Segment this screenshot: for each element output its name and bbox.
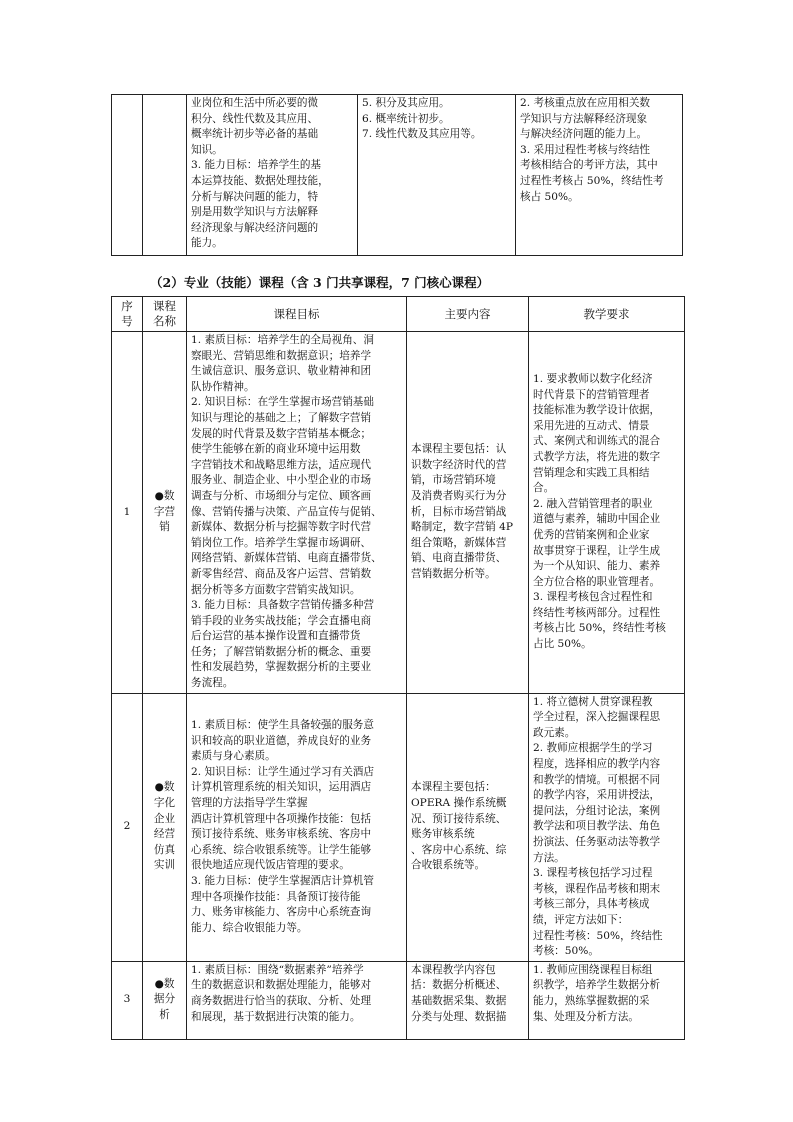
text-line: 学全过程，深入挖掘课程思 bbox=[533, 711, 661, 724]
text-line: 基础数据采集、数据 bbox=[411, 994, 507, 1007]
text-line: 像、营销传播与决策、产品宣传与促销、 bbox=[191, 505, 382, 518]
text-line: 全方位合格的职业管理者。 bbox=[533, 575, 661, 588]
text-line: 时代背景下的营销管理者 bbox=[533, 388, 650, 401]
header-teaching-req: 教学要求 bbox=[529, 297, 685, 332]
text-line: 实训 bbox=[153, 859, 176, 872]
text-line: 3. 课程考核包含过程性和 bbox=[533, 591, 653, 604]
text-line: 识数字经济时代的营 bbox=[411, 458, 507, 471]
text-line: 学知识与方法解释经济现象 bbox=[520, 112, 648, 125]
text-line: 况、预订接待系统、 bbox=[411, 812, 507, 825]
header-course-name: 课程名称 bbox=[143, 297, 187, 332]
text-line: 管理的方法指导学生掌握 bbox=[191, 797, 308, 810]
section-title: （2）专业（技能）课程（含 3 门共享课程，7 门核心课程） bbox=[150, 275, 490, 290]
text-line: 考核：50%。 bbox=[533, 945, 599, 958]
text-line: 为一个从知识、能力、素养 bbox=[533, 560, 661, 573]
text-line: 和教学的情境。可根据不同 bbox=[533, 773, 661, 786]
text-line: 过程性考核：50%，终结性 bbox=[533, 929, 663, 942]
teaching-req-cell bbox=[529, 332, 685, 694]
text-line: 心系统、综合收银系统等。让学生能够 bbox=[191, 843, 372, 856]
text-line: 据分 bbox=[153, 993, 176, 1006]
text-line: 略制定，数字营销 4P bbox=[411, 521, 513, 534]
text-line: 道德与素养，辅助中国企业 bbox=[533, 513, 661, 526]
text-line: 提问法，分组讨论法，案例 bbox=[533, 804, 661, 817]
course-goal-cell bbox=[187, 693, 407, 961]
text-line: 2. 考核重点放在应用相关数 bbox=[520, 97, 651, 109]
text-line: 酒店计算机管理中各项操作技能：包括 bbox=[191, 812, 372, 825]
text-line: 字营销技术和战略思维方法，适应现代 bbox=[191, 458, 372, 471]
text-line: 识和较高的职业道德，养成良好的业务 bbox=[191, 734, 372, 747]
text-line: 预订接待系统、账务审核系统、客房中 bbox=[191, 828, 372, 841]
text-line: 3. 采用过程性考核与终结性 bbox=[520, 143, 651, 156]
text-line: 网络营销、新媒体营销、电商直播带货、 bbox=[191, 552, 382, 565]
text-line: 字营 bbox=[153, 505, 176, 518]
seq-cell: 2 bbox=[112, 693, 143, 961]
text-line: 字化 bbox=[153, 797, 176, 810]
text-line: 及消费者购买行为分 bbox=[411, 489, 507, 502]
text-line: 1. 将立德树人贯穿课程教 bbox=[533, 695, 653, 708]
text-line: 合。 bbox=[533, 482, 555, 495]
text-line: 销、电商直播带货、 bbox=[411, 552, 507, 565]
text-line: ●数 bbox=[154, 489, 175, 502]
text-line: 方法。 bbox=[533, 851, 565, 864]
text-line: 与解决经济问题的能力上。 bbox=[520, 128, 648, 141]
text-line: 1. 素质目标：使学生具备较强的服务意 bbox=[191, 719, 374, 732]
course-name-cell bbox=[143, 961, 187, 1039]
text-line: 和展现，基于数据进行决策的能力。 bbox=[191, 1010, 361, 1023]
text-line: 销，市场营销环境 bbox=[411, 474, 496, 487]
text-line: 教学法和项目教学法、角色 bbox=[533, 820, 661, 833]
text-line: 合收银系统等。 bbox=[411, 859, 486, 872]
course-name-cell bbox=[143, 693, 187, 961]
text-line: 销 bbox=[159, 521, 170, 534]
text-line: 服务业、制造企业、中小型企业的市场 bbox=[191, 474, 372, 487]
text-line: 务流程。 bbox=[191, 677, 234, 690]
text-line: 发展的时代背景及数字营销基本概念； bbox=[191, 427, 372, 440]
text-line: 生的数据意识和数据处理能力，能够对 bbox=[191, 979, 372, 992]
text-line: 理中各项操作技能：具备预订接待能 bbox=[191, 890, 361, 903]
text-line: 账务审核系统 bbox=[411, 828, 475, 841]
text-line: 5. 积分及其应用。 bbox=[362, 97, 450, 109]
text-line: 织教学，培养学生数据分析 bbox=[533, 979, 661, 992]
text-line: 3. 能力目标：培养学生的基 bbox=[191, 159, 322, 172]
seq-cell: 3 bbox=[112, 961, 143, 1039]
text-line: 3. 能力目标：具备数字营销传播多种营 bbox=[191, 599, 374, 612]
teaching-req-cell bbox=[529, 961, 685, 1039]
text-line: 扮演法、任务驱动法等教学 bbox=[533, 836, 661, 848]
text-line: 3. 课程考核包括学习过程 bbox=[533, 867, 653, 880]
text-line: 素质与身心素质。 bbox=[191, 750, 276, 763]
text-line: 本课程主要包括：认 bbox=[411, 443, 507, 456]
text-line: 仿真 bbox=[153, 843, 176, 856]
text-line: 本课程教学内容包 bbox=[411, 963, 496, 976]
table-header-row bbox=[112, 297, 685, 332]
text-line: 分析与解决问题的能力，特 bbox=[191, 190, 319, 203]
text-line: 技能标准为教学设计依据， bbox=[533, 404, 661, 417]
text-line: 积分、线性代数及其应用、 bbox=[191, 112, 319, 125]
professional-course-table bbox=[111, 296, 685, 1040]
text-line: 终结性考核两部分。过程性 bbox=[533, 606, 661, 619]
text-line: 经营 bbox=[153, 828, 176, 841]
text-line: 别是用数学知识与方法解释 bbox=[191, 206, 319, 219]
text-line: 析 bbox=[159, 1009, 170, 1022]
text-line: 2. 知识目标：让学生通过学习有关酒店 bbox=[191, 765, 374, 778]
text-line: OPERA 操作系统概 bbox=[411, 797, 507, 810]
text-line: 2. 教师应根据学生的学习 bbox=[533, 742, 653, 755]
text-line: 据分析等多方面数字营销实战知识。 bbox=[191, 583, 361, 596]
text-line: 知识。 bbox=[191, 143, 223, 156]
text-line: 、客房中心系统、综 bbox=[411, 843, 507, 856]
text-line: ●数 bbox=[154, 977, 175, 990]
text-line: 考核相结合的考评方法，其中 bbox=[520, 159, 658, 172]
text-line: 3. 能力目标：使学生掌握酒店计算机管 bbox=[191, 874, 374, 887]
text-line: 2. 知识目标：在学生掌握市场营销基础 bbox=[191, 396, 374, 409]
text-line: 察眼光、营销思维和数据意识；培养学 bbox=[191, 349, 372, 362]
text-line: 企业 bbox=[153, 812, 176, 825]
course-goal-cell bbox=[187, 332, 407, 694]
text-line: 核占 50%。 bbox=[520, 190, 579, 203]
text-line: 的教学内容，采用讲授法， bbox=[533, 789, 661, 802]
seq-cell bbox=[112, 95, 143, 256]
text-line: 析，目标市场营销战 bbox=[411, 505, 507, 518]
text-line: 新媒体、数据分析与挖掘等数字时代营 bbox=[191, 521, 372, 534]
text-line: 能力。 bbox=[191, 237, 223, 250]
text-line: ●数 bbox=[154, 781, 175, 794]
text-line: 政元素。 bbox=[533, 726, 576, 739]
text-line: 销手段的业务实战技能；学会直播电商 bbox=[191, 614, 372, 627]
text-line: 业岗位和生活中所必要的微 bbox=[191, 97, 319, 109]
main-content-cell bbox=[407, 332, 529, 694]
text-line: 使学生能够在新的商业环境中运用数 bbox=[191, 443, 361, 456]
main-content-cell bbox=[407, 961, 529, 1039]
text-line: 能力、综合收银能力等。 bbox=[191, 921, 308, 934]
header-main-content: 主要内容 bbox=[407, 297, 529, 332]
text-line: 营销理念和实践工具相结 bbox=[533, 466, 650, 479]
text-line: 组合策略，新媒体营 bbox=[411, 536, 507, 549]
text-line: 很快地适应现代饭店管理的要求。 bbox=[191, 859, 350, 872]
text-line: 1. 教师应围绕课程目标组 bbox=[533, 963, 653, 976]
table-row bbox=[112, 961, 685, 1039]
table-row bbox=[112, 693, 685, 961]
main-content-cell bbox=[358, 95, 516, 256]
text-line: 经济现象与解决经济问题的 bbox=[191, 221, 319, 234]
text-line: 7. 线性代数及其应用等。 bbox=[362, 128, 482, 141]
text-line: 故事贯穿于课程，让学生成 bbox=[533, 544, 661, 557]
text-line: 商务数据进行恰当的获取、分析、处理 bbox=[191, 994, 372, 1007]
text-line: 后台运营的基本操作设置和直播带货 bbox=[191, 630, 361, 643]
text-line: 占比 50%。 bbox=[533, 638, 592, 651]
text-line: 销岗位工作。培养学生掌握市场调研、 bbox=[191, 536, 372, 549]
text-line: 过程性考核占 50%，终结性考 bbox=[520, 174, 664, 187]
text-line: 括：数据分析概述、 bbox=[411, 979, 507, 992]
text-line: 2. 融入营销管理者的职业 bbox=[533, 497, 653, 510]
course-name-cell bbox=[143, 95, 187, 256]
text-line: 调查与分析、市场细分与定位、顾客画 bbox=[191, 489, 372, 502]
text-line: 知识与理论的基础之上；了解数字营销 bbox=[191, 411, 372, 424]
text-line: 考核三部分，具体考核成 bbox=[533, 898, 650, 911]
text-line: 采用先进的互动式、情景 bbox=[533, 419, 650, 432]
text-line: 优秀的营销案例和企业家 bbox=[533, 528, 650, 541]
text-line: 概率统计初步等必备的基础 bbox=[191, 128, 319, 141]
text-line: 营销数据分析等。 bbox=[411, 567, 496, 580]
header-seq: 序号 bbox=[112, 297, 143, 332]
text-line: 分类与处理、数据描 bbox=[411, 1010, 507, 1023]
text-line: 1. 要求教师以数字化经济 bbox=[533, 372, 653, 385]
text-line: 考核占比 50%，终结性考核 bbox=[533, 622, 666, 635]
text-line: 新零售经营、商品及客户运营、营销数 bbox=[191, 567, 372, 580]
text-line: 能力，熟练掌握数据的采 bbox=[533, 994, 650, 1007]
text-line: 生诚信意识、服务意识、敬业精神和团 bbox=[191, 365, 372, 378]
table-row bbox=[112, 95, 683, 256]
header-course-goal: 课程目标 bbox=[187, 297, 407, 332]
text-line: 任务；了解营销数据分析的概念、重要 bbox=[191, 645, 372, 658]
course-name-cell bbox=[143, 332, 187, 694]
course-goal-cell bbox=[187, 95, 358, 256]
table-row bbox=[112, 332, 685, 694]
seq-cell: 1 bbox=[112, 332, 143, 694]
text-line: 1. 素质目标：培养学生的全局视角、洞 bbox=[191, 334, 374, 346]
text-line: 考核，课程作品考核和期末 bbox=[533, 882, 661, 895]
course-goal-cell bbox=[187, 961, 407, 1039]
text-line: 性和发展趋势，掌握数据分析的主要业 bbox=[191, 661, 372, 674]
text-line: 式、案例式和训练式的混合 bbox=[533, 435, 661, 448]
text-line: 队协作精神。 bbox=[191, 380, 255, 393]
text-line: 力、账务审核能力、客房中心系统查询 bbox=[191, 906, 372, 919]
text-line: 本运算技能、数据处理技能， bbox=[191, 174, 329, 187]
text-line: 1. 素质目标：围绕“数据素养”培养学 bbox=[191, 963, 364, 976]
teaching-req-cell bbox=[516, 95, 683, 256]
main-content-cell bbox=[407, 693, 529, 961]
text-line: 绩，评定方法如下： bbox=[533, 913, 629, 926]
teaching-req-cell bbox=[529, 693, 685, 961]
text-line: 式教学方法，将先进的数字 bbox=[533, 450, 661, 463]
text-line: 程度，选择相应的教学内容 bbox=[533, 758, 661, 771]
continued-course-table bbox=[111, 94, 683, 256]
text-line: 6. 概率统计初步。 bbox=[362, 112, 450, 125]
text-line: 计算机管理系统的相关知识，运用酒店 bbox=[191, 781, 372, 794]
text-line: 本课程主要包括： bbox=[411, 781, 496, 794]
text-line: 集、处理及分析方法。 bbox=[533, 1010, 639, 1023]
